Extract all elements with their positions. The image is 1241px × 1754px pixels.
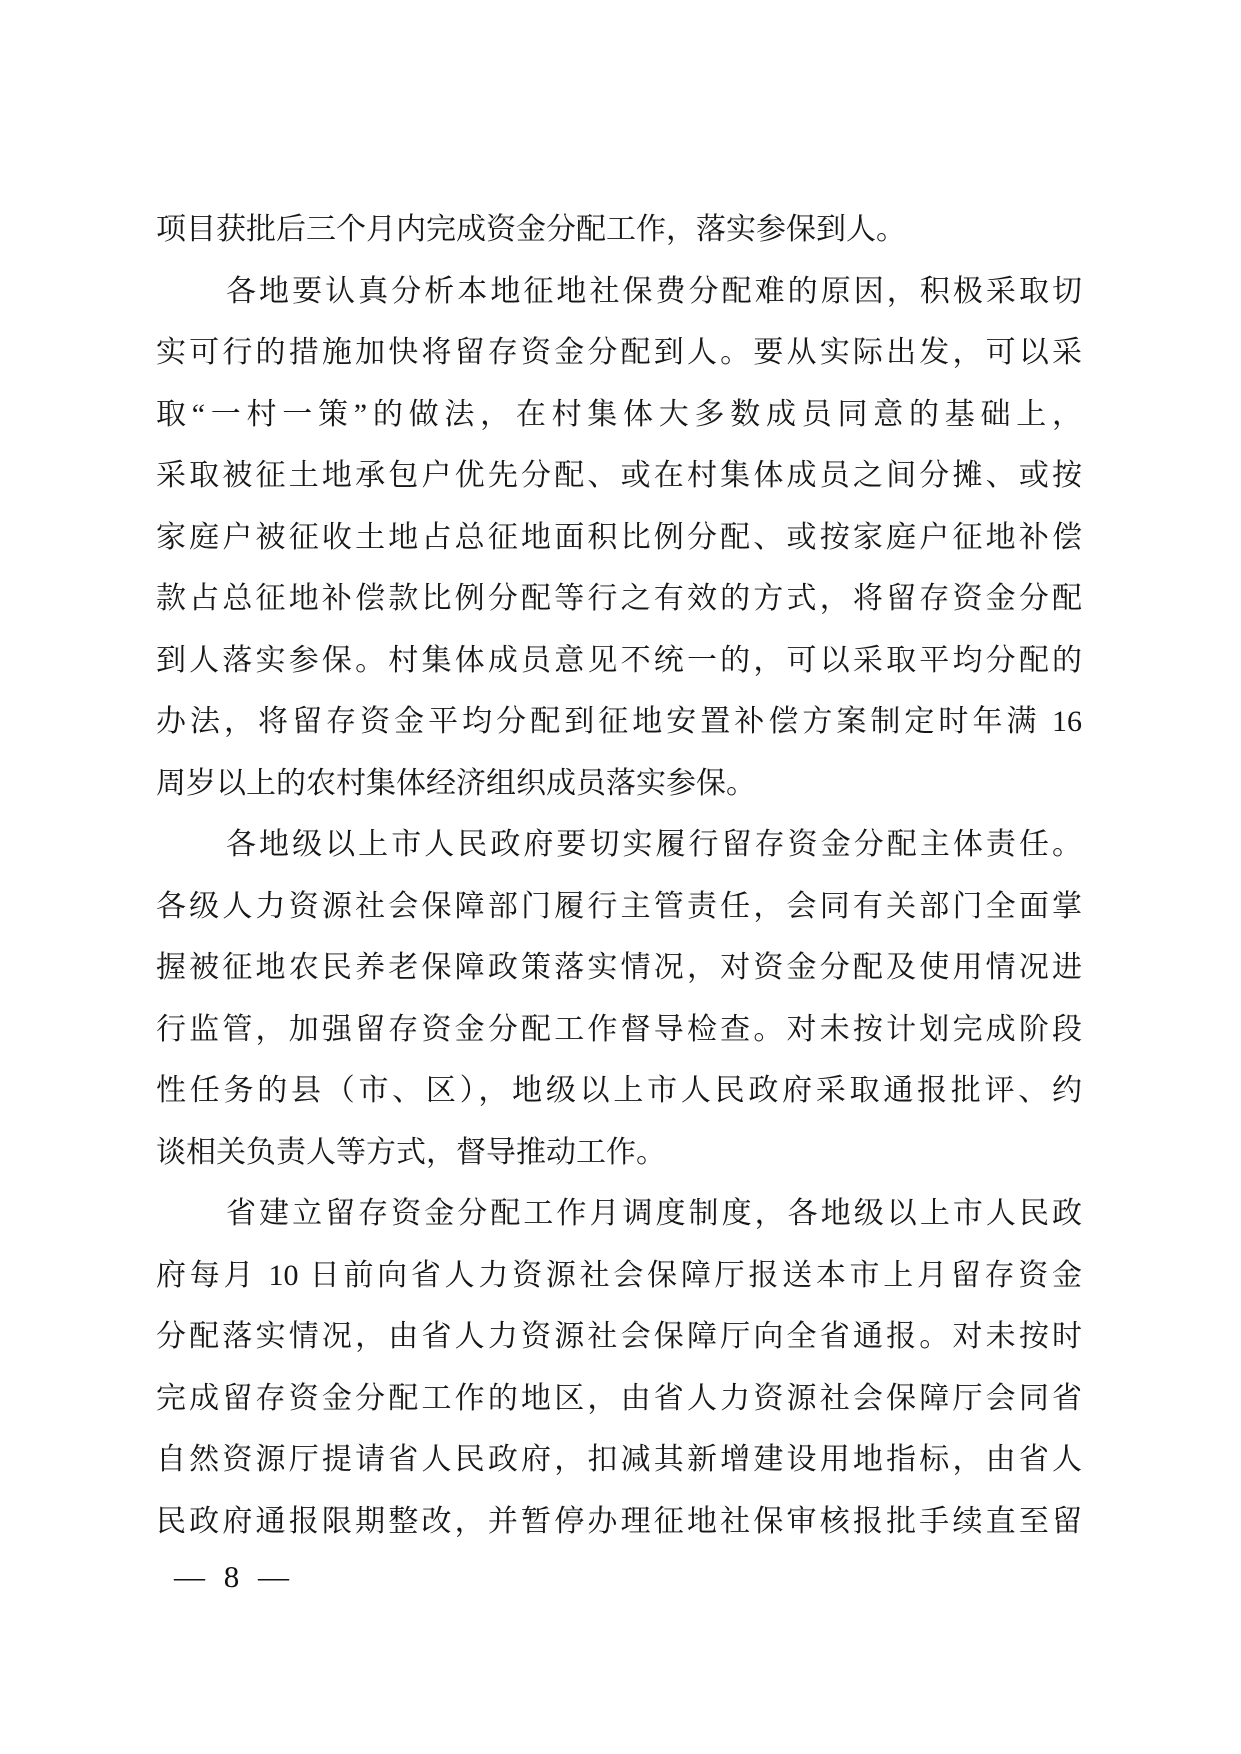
text-line: 性任务的县（市、区），地级以上市人民政府采取通报批评、约 [156, 1074, 1082, 1107]
text-line: 行监管，加强留存资金分配工作督导检查。对未按计划完成阶段 [156, 1012, 1082, 1046]
text-line: 各地级以上市人民政府要切实履行留存资金分配主体责任。 [226, 828, 1082, 861]
text-line: 握被征地农民养老保障政策落实情况，对资金分配及使用情况进 [156, 951, 1082, 984]
text-line: 家庭户被征收土地占总征地面积比例分配、或按家庭户征地补偿 [156, 520, 1082, 554]
text-line: 省建立留存资金分配工作月调度制度，各地级以上市人民政 [226, 1197, 1082, 1230]
text-line: 民政府通报限期整改，并暂停办理征地社保审核报批手续直至留 [156, 1504, 1082, 1538]
text-line: 到人落实参保。村集体成员意见不统一的，可以采取平均分配的 [156, 643, 1082, 677]
text-line: 实可行的措施加快将留存资金分配到人。要从实际出发，可以采 [156, 336, 1082, 369]
text-line: 各地要认真分析本地征地社保费分配难的原因，积极采取切 [226, 274, 1082, 308]
text-line: 取“一村一策”的做法，在村集体大多数成员同意的基础上， [156, 397, 1082, 431]
text-line: 办法，将留存资金平均分配到征地安置补偿方案制定时年满 16 [156, 705, 1082, 738]
text-line: 各级人力资源社会保障部门履行主管责任，会同有关部门全面掌 [156, 889, 1082, 923]
text-line: 分配落实情况，由省人力资源社会保障厅向全省通报。对未按时 [156, 1320, 1082, 1353]
page-number: — 8 — [174, 1559, 292, 1594]
text-line: 府每月 10 日前向省人力资源社会保障厅报送本市上月留存资金 [156, 1258, 1082, 1292]
text-line: 谈相关负责人等方式，督导推动工作。 [156, 1135, 666, 1169]
text-line: 自然资源厅提请省人民政府，扣减其新增建设用地指标，由省人 [156, 1443, 1082, 1476]
text-line: 周岁以上的农村集体经济组织成员落实参保。 [156, 766, 756, 800]
document-body [156, 199, 1082, 1552]
text-line: 项目获批后三个月内完成资金分配工作，落实参保到人。 [156, 213, 906, 246]
text-line: 款占总征地补偿款比例分配等行之有效的方式，将留存资金分配 [156, 582, 1082, 615]
text-line: 完成留存资金分配工作的地区，由省人力资源社会保障厅会同省 [156, 1381, 1082, 1415]
text-line: 采取被征土地承包户优先分配、或在村集体成员之间分摊、或按 [156, 459, 1082, 492]
